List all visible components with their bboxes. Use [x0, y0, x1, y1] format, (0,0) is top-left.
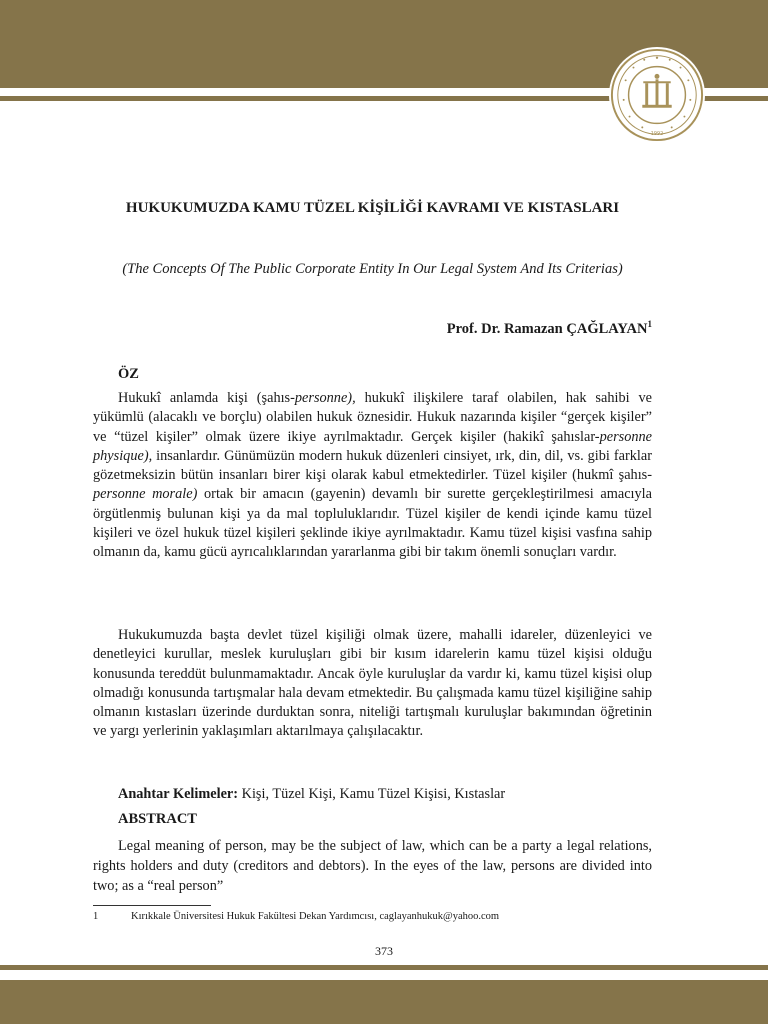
- abstract-p1-text: Legal meaning of person, may be the subject of law, which can be a party a legal relations, rights holders and duty (creditors and debtors). In the eyes of the law, persons are divided into two; as a “real person”: [93, 838, 652, 894]
- footer-band: [0, 980, 768, 1024]
- keywords-label: Anahtar Kelimeler:: [118, 786, 239, 802]
- keywords-line: [118, 786, 652, 803]
- svg-text:1992: 1992: [650, 131, 664, 138]
- abstract-heading: ABSTRACT: [118, 811, 197, 827]
- footnote-rule: [93, 905, 211, 906]
- footnote-text: Kırıkkale Üniversitesi Hukuk Fakültesi Dekan Yardımcısı, caglayanhukuk@yahoo.com: [131, 911, 500, 922]
- oz-heading: ÖZ: [118, 366, 139, 382]
- footnote: [93, 911, 653, 922]
- oz-p1-part-d: ortak bir amacın (gayenin) devamlı bir surette gerçekleştirilmesi amacıyla örgütlenmiş bulunan kişi ya da mal topluluklarıdır. Tüzel kişiler de kendi içinde kamu tüzel kişileri ve özel hukuk tüzel kişileri şeklinde ikiye ayrılmaktadır. Kamu tüzel kişisi vasfına sahip olmanın da, kamu gücü ayrıcalıklarından yararlanma gibi bir takım önemli sonuçları vardır.: [93, 486, 652, 561]
- oz-p1-part-b: hukukî ilişkilere taraf olabilen, hak sahibi ve yükümlü (alacaklı ve borçlu) olabilen hukuk öznesidir. Hukuk nazarında kişiler “gerçek kişiler” ve “tüzel kişiler” olmak üzere ikiye ayrılmaktadır. Gerçek kişiler (hakikî şahıslar-: [93, 390, 653, 445]
- paper-title: HUKUKUMUZDA KAMU TÜZEL KİŞİLİĞİ KAVRAMI VE KISTASLARI: [125, 200, 620, 216]
- oz-p1-part-c: insanlardır. Günümüzün modern hukuk düzenleri cinsiyet, ırk, din, dil, vs. gibi farklar gözetmeksizin bütün insanları birer kişi olarak kabul etmektedirler. Tüzel kişiler (hukmî şahıs-: [93, 447, 652, 484]
- footer-rule: [0, 965, 768, 970]
- footnote-number: 1: [93, 911, 99, 922]
- oz-p1-term-morale: personne morale): [93, 486, 198, 503]
- page-number: 373: [375, 944, 393, 958]
- paper-subtitle-english: (The Concepts Of The Public Corporate Entity In Our Legal System And Its Criterias): [122, 261, 623, 277]
- university-seal-logo: [608, 46, 706, 144]
- oz-p1-term-physique: personne physique),: [93, 428, 652, 464]
- oz-paragraph-1: [93, 389, 652, 563]
- author-name-text: Prof. Dr. Ramazan ÇAĞLAYAN: [446, 320, 648, 337]
- oz-p2-text: Hukukumuzda başta devlet tüzel kişiliği olmak üzere, mahalli idareler, düzenleyici ve denetleyici kurullar, meslek kuruluşları gibi bir kısım idarelerin kamu tüzel kişisi olduğu konusunda tereddüt bulunmamaktadır. Ancak öyle kuruluşlar da vardır ki, kamu tüzel kişisi olup olmadığı konusunda tartışmalar hala devam etmektedir. Bu çalışmada kamu tüzel kişiliğine sahip olmanın kıstasları üzerinde durduktan sonra, niteliği tartışmalı kuruluşlar bakımından öğretinin ve yargı yerlerinin yaklaşımları aktarılmaya çalışılacaktır.: [93, 627, 652, 740]
- footnote-mark: 1: [647, 319, 652, 329]
- keywords-text: Kişi, Tüzel Kişi, Kamu Tüzel Kişisi, Kıstaslar: [238, 786, 506, 802]
- abstract-paragraph-1: [93, 836, 652, 896]
- oz-p1-part-a: Hukukî anlamda kişi (şahıs-: [118, 390, 295, 406]
- oz-p1-term-personne: personne),: [294, 390, 356, 406]
- oz-paragraph-2: [93, 626, 652, 742]
- author-name: [120, 319, 652, 338]
